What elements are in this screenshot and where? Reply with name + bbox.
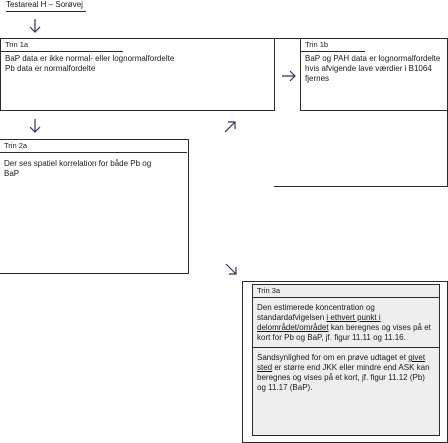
section-title: Testareal H – Sorøvej: [6, 0, 86, 12]
step-1a-text: BaP data er ikke normal- eller lognormalfordelte Pb data er normalfordelte: [5, 54, 175, 73]
step-2a-text: Der ses spatiel korrelation for både Pb og BaP: [4, 159, 152, 178]
step-3a-para-2: [253, 348, 439, 395]
step-3a-heading: Trin 3a: [253, 285, 439, 298]
step-1b-box: [300, 38, 448, 111]
arrow-down-icon: [28, 18, 42, 34]
step-1b-heading: Trin 1b: [301, 39, 365, 52]
step-3a-para-1-start: Den estimerede koncentration og standardafvigelsen: [257, 303, 375, 322]
step-1a-heading: Trin 1a: [1, 39, 123, 52]
step-3a-box: [252, 284, 440, 436]
arrow-down-icon: [28, 118, 42, 134]
step-1a-box: [0, 38, 275, 111]
step-3a-para-1-end: kan beregnes og vises på et kort for Pb og BaP, jf. figur 11.11 og 11.16.: [257, 323, 431, 342]
arrow-up-right-icon: [223, 120, 237, 134]
step-3a-para-2-start: Sandsynlighed for om en prøve udtaget et: [257, 353, 409, 362]
step-3a-para-1-underlined: i ethvert punkt i delområdet/området: [257, 313, 381, 332]
step-3a-para-2-end: er større end JKK eller mindre end ASK kan beregnes og vises på et kort, jf. figur 11.12 (Pb) og 11.17 (BaP).: [257, 363, 430, 392]
step-1b-text: BaP og PAH data er lognormalfordelte hvis afvigende lave værdier i B1064 fjernes: [305, 54, 441, 83]
step-2a-heading: Trin 2a: [0, 140, 187, 153]
step-3a-para-1: [253, 298, 439, 348]
step-3a-para-2-underlined: givet sted: [257, 353, 426, 372]
step-2a-box: [0, 139, 189, 274]
arrow-down-right-icon: [224, 262, 238, 276]
